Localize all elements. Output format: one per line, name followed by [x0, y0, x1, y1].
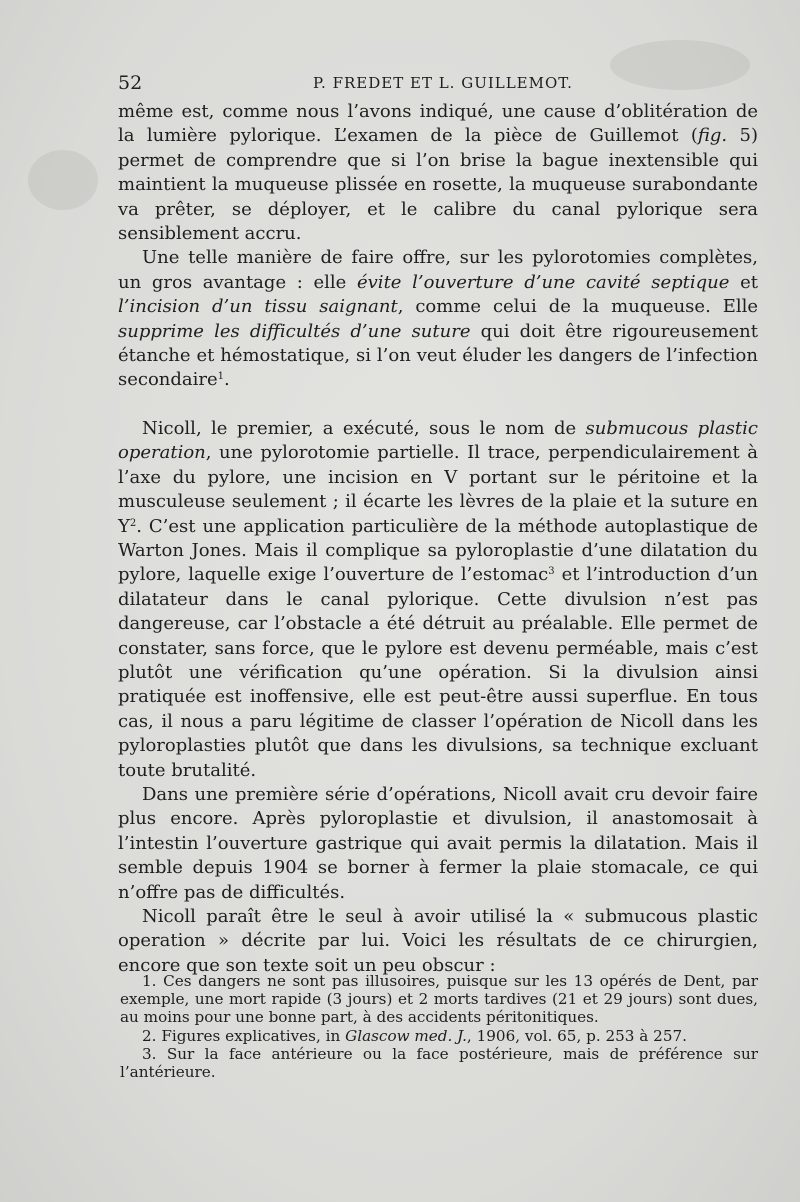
paragraph — [118, 905, 758, 978]
footnote — [120, 1045, 758, 1081]
italic-text: l’incision d’un tissu saignant — [118, 296, 398, 318]
page-header — [118, 72, 758, 96]
text-run: et — [729, 271, 758, 293]
page-number: 52 — [118, 72, 143, 94]
text-run: même est, comme nous l’avons indiqué, une cause d’oblitération de la lumière pylorique. L’examen de la pièce de Guillemot ( — [118, 101, 758, 147]
paragraph — [118, 783, 758, 905]
text-run: qui doit être rigoureusement étanche et hémostatique, si l’on veut éluder les dangers de l’infection secondaire — [118, 320, 758, 391]
paper-stain — [28, 150, 98, 210]
running-title: P. FREDET ET L. GUILLEMOT. — [313, 74, 573, 92]
italic-text: fig. — [697, 125, 728, 147]
footnote — [120, 972, 758, 1027]
text-run: et l’introduction d’un dilatateur dans le canal pylorique. Cette divulsion n’est pas dangereuse, car l’obstacle a été détruit au préalable. Elle permet de constater, sans force, que le pylore est devenu perméable, mais c’est plutôt une vérification qu’une opération. Si la divulsion ainsi pratiquée est inoffensive, elle est peut-être aussi superflue. En tous cas, il nous a paru légitime de classer l’opération de Nicoll dans les pyloroplasties plutôt que dans les divulsions, sa technique excluant toute brutalité. — [118, 564, 758, 781]
footnotes — [120, 972, 758, 1081]
text-run: . C’est une application particulière de la méthode autoplastique de Warton Jones. Mais il complique sa pyloroplastie d’une dilatation du pylore, laquelle exige l’ouverture de l’estomac — [118, 515, 758, 586]
footnote-ref: 1 — [217, 371, 225, 383]
body-text — [118, 100, 758, 978]
text-run: Nicoll, le premier, a exécuté, sous le nom de — [142, 417, 586, 439]
italic-text: évite l’ouverture d’une cavité septique — [356, 271, 730, 293]
italic-text: submucous plastic operation — [118, 417, 758, 464]
text-run: , 1906, vol. 65, p. 253 à 257. — [466, 1026, 687, 1045]
text-run: , une pylorotomie partielle. Il trace, perpendiculairement à l’axe du pylore, une incision en V portant sur le péritoine et la musculeuse seulement ; il écarte les lèvres de la plaie et la suture en Y — [118, 442, 758, 537]
text-run: 2. Figures explicatives, in — [142, 1026, 346, 1045]
text-run: Nicoll paraît être le seul à avoir utilisé la « submucous plastic operation » décrite par lui. Voici les résultats de ce chirurgien, encore que son texte soit un peu obscur : — [118, 906, 758, 976]
text-run: , comme celui de la muqueuse. Elle — [397, 296, 759, 318]
footnote-ref: 3 — [548, 566, 555, 578]
paragraph — [118, 246, 758, 392]
italic-text: Glascow med. J. — [345, 1026, 467, 1045]
text-run: Dans une première série d’opérations, Nicoll avait cru devoir faire plus encore. Après pyloroplastie et divulsion, il anastomosait à l’intestin l’ouverture gastrique qui avait permis la dilatation. Mais il semble depuis 1904 se borner à fermer la plaie stomacale, ce qui n’offre pas de difficultés. — [118, 783, 758, 903]
paragraph-continued — [118, 100, 758, 246]
text-run: Une telle manière de faire offre, sur les pylorotomies complètes, un gros avantage : elle — [118, 247, 758, 293]
italic-text: supprime les difficultés d’une suture — [118, 320, 471, 342]
footnote-ref: 2 — [129, 517, 137, 529]
text-run: 5) permet de comprendre que si l’on brise la bague inextensible qui maintient la muqueuse plissée en rosette, la muqueuse surabondante va prêter, se déployer, et le calibre du canal pylorique sera sensiblement accru. — [118, 125, 758, 245]
footnote — [120, 1027, 758, 1045]
text-run: . — [224, 369, 230, 391]
text-run: 1. Ces dangers ne sont pas illusoires, puisque sur les 13 opérés de Dent, par exemple, une mort rapide (3 jours) et 2 morts tardives (21 et 29 jours) sont dues, au moins pour une bonne part, à des accidents péritonitiques. — [120, 972, 758, 1027]
paragraph — [118, 417, 758, 783]
text-run: 3. Sur la face antérieure ou la face postérieure, mais de préférence sur l’antérieure. — [120, 1044, 758, 1082]
